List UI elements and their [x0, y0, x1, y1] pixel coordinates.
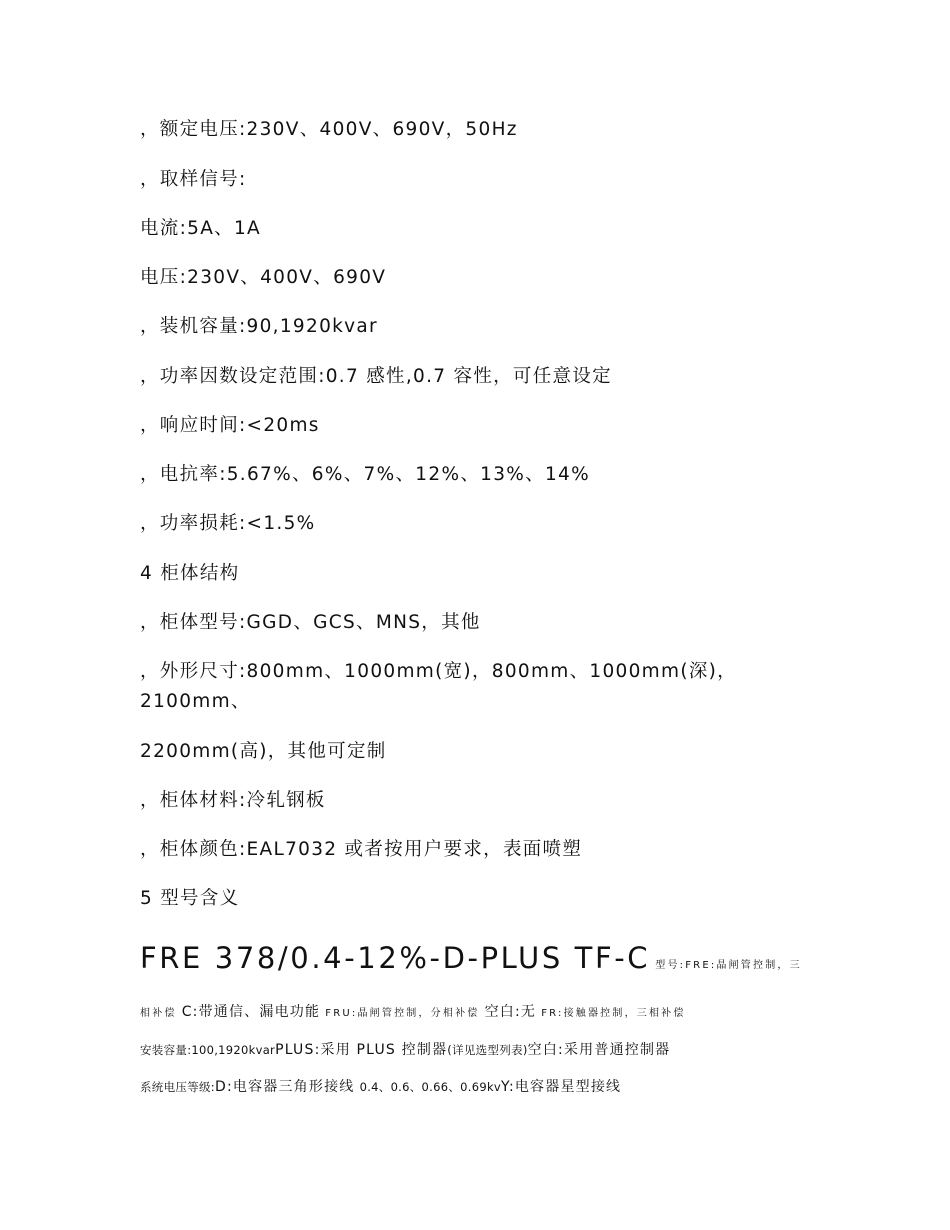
plus-controller-note: PLUS:采用 PLUS 控制器	[275, 1042, 448, 1058]
model-meaning-row-4	[140, 1075, 621, 1098]
model-meaning-row-2	[140, 1000, 686, 1025]
spec-response-time: ，响应时间:<20ms	[140, 415, 320, 436]
communication-note: C:带通信、漏电功能	[181, 1004, 321, 1020]
cabinet-model: ，柜体型号:GGD、GCS、MNS，其他	[140, 612, 481, 633]
spec-installed-capacity: ，装机容量:90,1920kvar	[140, 316, 378, 337]
spec-power-factor: ，功率因数设定范围:0.7 感性,0.7 容性，可任意设定	[140, 366, 612, 387]
model-meaning-row-3	[140, 1038, 670, 1061]
star-connection-note: Y:电容器星型接线	[501, 1079, 622, 1095]
spec-voltage: 电压:230V、400V、690V	[140, 267, 387, 288]
three-phase-comp-note: 相补偿	[140, 1008, 177, 1019]
install-capacity-note: 安装容量:100,1920kvar	[140, 1043, 276, 1057]
cabinet-color: ，柜体颜色:EAL7032 或者按用户要求，表面喷塑	[140, 839, 583, 860]
cabinet-dimensions-line1: ，外形尺寸:800mm、1000mm(宽)，800mm、1000mm(深)，	[140, 661, 737, 682]
voltage-levels-note: 0.4、0.6、0.66、0.69kv	[359, 1080, 502, 1094]
spec-sampling-signal: ，取样信号:	[140, 169, 247, 190]
system-voltage-label: 系统电压等级:	[140, 1080, 215, 1094]
section-heading-cabinet: 4 柜体结构	[140, 563, 240, 584]
fr-note: FR:接触器控制，三相补偿	[541, 1008, 686, 1019]
model-code: FRE 378/0.4-12%-D-PLUS TF-C	[140, 941, 651, 975]
cabinet-dimensions-line3: 2200mm(高)，其他可定制	[140, 741, 387, 762]
spec-rated-voltage: ，额定电压:230V、400V、690V，50Hz	[140, 119, 518, 140]
spec-reactance-rate: ，电抗率:5.67%、6%、7%、12%、13%、14%	[140, 464, 590, 485]
model-type-note: 型号:FRE:晶闸管控制，三	[655, 960, 802, 971]
blank-none-note: 空白:无	[484, 1004, 537, 1020]
spec-power-loss: ，功率损耗:<1.5%	[140, 513, 316, 534]
model-code-row	[140, 938, 802, 986]
fru-note: FRU:晶闸管控制，分相补偿	[325, 1008, 480, 1019]
cabinet-dimensions-line2: 2100mm、	[140, 691, 251, 712]
spec-current: 电流:5A、1A	[140, 218, 261, 239]
section-heading-model-meaning: 5 型号含义	[140, 888, 240, 909]
normal-controller-note: 空白:采用普通控制器	[527, 1042, 671, 1058]
delta-connection-note: D:电容器三角形接线	[214, 1079, 355, 1095]
cabinet-material: ，柜体材料:冷轧钢板	[140, 790, 326, 811]
selection-list-note: (详见选型列表)	[447, 1043, 528, 1057]
